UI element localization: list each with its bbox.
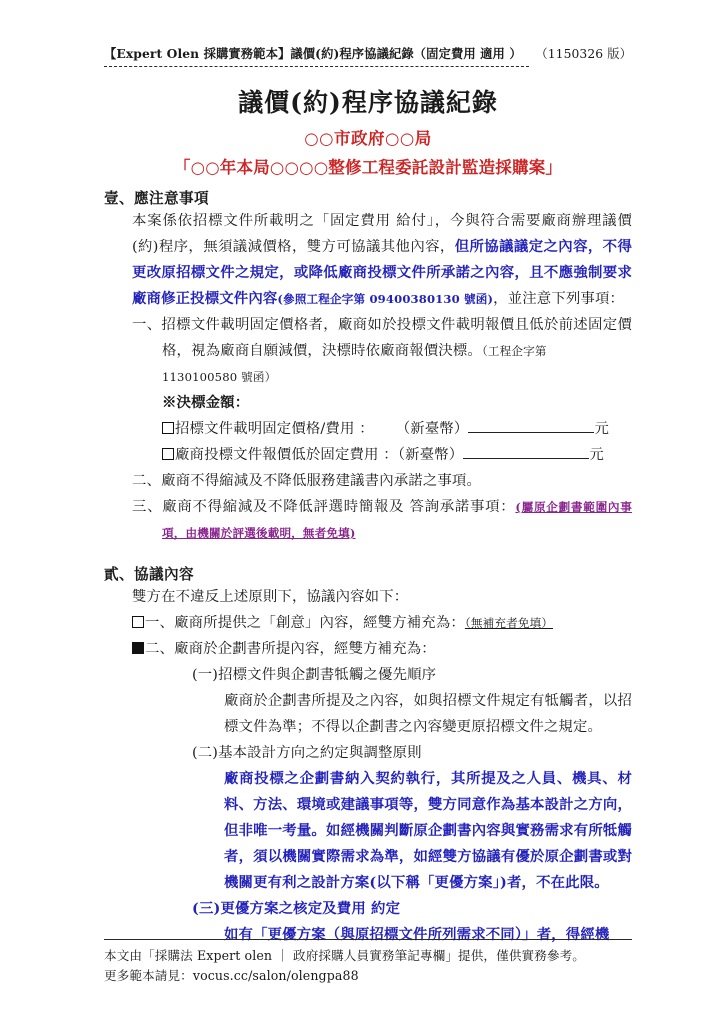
footer-divider — [104, 939, 632, 940]
sub-3-label: (三) — [192, 900, 221, 917]
section-1-heading: 壹、應注意事項 — [104, 190, 209, 207]
section-2-sub-3-body: 如有「更優方案（與原招標文件所列需求不同）」者，得經機 — [224, 926, 610, 943]
award-option-1 — [162, 416, 632, 442]
header-divider — [104, 66, 529, 67]
footer-line-1: 本文由「採購法 Expert olen ｜ 政府採購人員實務筆記專欄」提供，僅供實務參考。 — [104, 948, 585, 963]
award-amount-label: ※決標金額： — [162, 394, 250, 411]
section-2-item-1 — [132, 610, 632, 636]
intro-text-blue: 但所協議議定之內容，不得更改原招標文件之規定，或降低廠商投標文件所承諾之內容，且不應強制要求廠商修正投標文件內容 — [132, 238, 632, 307]
section-2-sub-2-title — [192, 740, 632, 766]
sub-1-label: (一) — [192, 667, 219, 683]
document-header — [104, 44, 632, 62]
sub-2-label: (二) — [192, 745, 219, 761]
award-option-1-unit: 元 — [594, 421, 610, 437]
section-1-item-2 — [132, 468, 632, 494]
section-2-item-2 — [132, 636, 632, 662]
section-1-item-1 — [132, 312, 632, 364]
sub-2-title-text: 基本設計方向之約定與調整原則 — [218, 745, 422, 761]
award-option-2-text: 廠商投標文件報價低於固定費用 ：（新臺幣） — [175, 447, 464, 463]
item-2-label: 二、 — [132, 473, 162, 489]
award-option-2 — [162, 442, 632, 468]
section-1-item-3 — [132, 494, 632, 546]
item-1-label: 一、 — [132, 317, 162, 333]
item-3-note: (屬原企劃書範圍內事項，由機關於評選後載明，無者免填) — [162, 500, 632, 540]
item-1-reference-number: 1130100580 號函） — [162, 370, 277, 384]
section-2-sub-1-title — [192, 662, 632, 688]
section-2-sub-2-body: 廠商投標之企劃書納入契約執行，其所提及之人員、機具、材料、方法、環境或建議事項等，雙方同意作為基本設計之方向，但非唯一考量。如經機關判斷原企劃書內容與實務需求有所牴觸者，須以機關實際需求為準，如經雙方協議有優於原企劃書或對機關更有利之設計方案(以下稱「更優方案」)者，不在此限。 — [224, 770, 632, 891]
item-1-reference-prefix: （工程企字第 — [481, 344, 547, 358]
sub-1-title-text: 招標文件與企劃書牴觸之優先順序 — [218, 667, 437, 683]
award-option-1-input[interactable] — [468, 420, 594, 433]
intro-text-black-1: 本案係依招標文件所載明之「固定費用 給付」，今與符合需要廠商辦理議價(約)程序，無須議減價格，雙方可協議其他內容， — [132, 213, 632, 255]
checkbox-creative-content[interactable] — [132, 616, 144, 628]
agency-subtitle: ○○市政府○○局 — [304, 129, 432, 148]
section-2-sub-3-title — [192, 896, 632, 922]
sub-3-title-text: 更優方案之核定及費用 約定 — [220, 900, 401, 917]
page-title: 議價(約)程序協議紀錄 — [238, 88, 498, 117]
item-2-text: 廠商不得縮減及不降低服務建議書內承諾之事項。 — [161, 473, 481, 489]
checkbox-proposal-content[interactable] — [132, 642, 144, 654]
document-footer — [104, 939, 632, 986]
checkbox-lower-quote[interactable] — [162, 448, 174, 460]
award-option-2-input[interactable] — [463, 446, 589, 459]
item-1-text: 招標文件載明固定價格者，廠商如於投標文件載明報價且低於前述固定價格，視為廠商自願減價，決標時依廠商報價決標。 — [161, 317, 632, 359]
project-subtitle: 「○○年本局○○○○整修工程委託設計監造採購案」 — [173, 158, 563, 177]
checkbox-fixed-price[interactable] — [162, 422, 174, 434]
header-version: （1150326 版） — [535, 47, 632, 61]
award-option-1-currency: （新臺幣） — [395, 421, 469, 437]
section-2-sub-1-body: 廠商於企劃書所提及之內容，如與招標文件規定有牴觸者，以招標文件為準；不得以企劃書之內容變更原招標文件之規定。 — [224, 693, 632, 735]
section-2-item-1-note: （無補充者免填） — [464, 616, 554, 630]
item-3-text: 廠商不得縮減及不降低評選時簡報及 答詢承諾事項： — [162, 499, 516, 515]
section-2-heading: 貳、協議內容 — [104, 566, 194, 583]
section-1-intro — [132, 208, 632, 312]
section-2-intro: 雙方在不違反上述原則下，協議內容如下： — [132, 589, 409, 605]
section-1-item-1-reference — [162, 364, 632, 390]
intro-text-black-2: ，並注意下列事項： — [493, 291, 625, 307]
award-option-2-unit: 元 — [589, 447, 604, 463]
item-3-label: 三、 — [132, 499, 163, 515]
award-option-1-text: 招標文件載明固定價格/費用 ： — [175, 421, 374, 437]
section-2-item-2-label: 二、廠商於企劃書所提內容，經雙方補充為： — [145, 641, 436, 657]
footer-line-2: 更多範本請見：vocus.cc/salon/olengpa88 — [104, 968, 359, 983]
intro-reference: (參照工程企字第 09400380130 號函) — [277, 292, 494, 306]
section-2-item-1-label: 一、廠商所提供之「創意」內容，經雙方補充為： — [145, 615, 465, 631]
header-title: 【Expert Olen 採購實務範本】議價(約)程序協議紀錄（固定費用 適用 ） — [104, 46, 522, 61]
